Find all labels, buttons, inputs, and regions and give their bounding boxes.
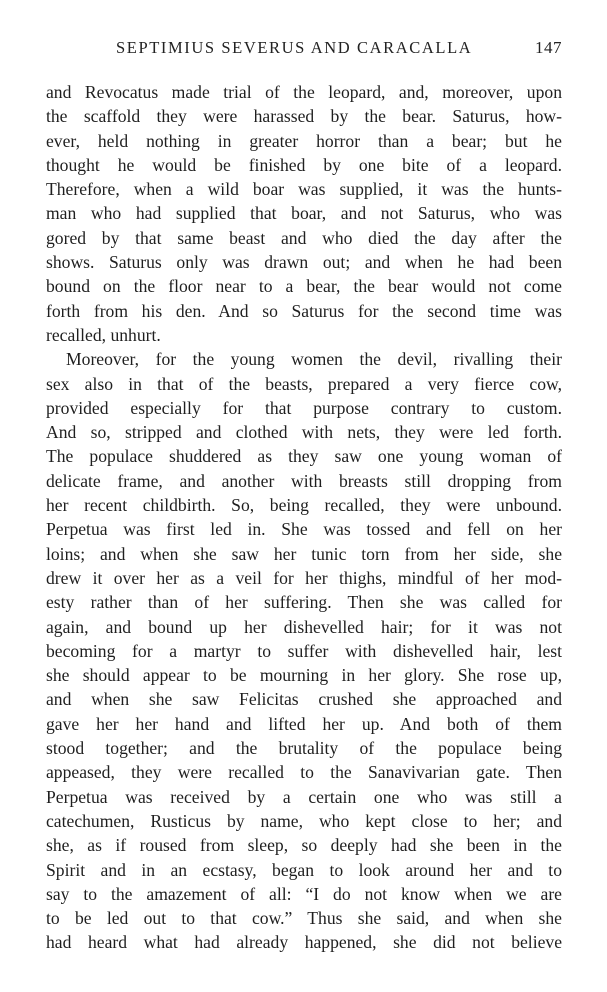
text-line: bound on the floor near to a bear, the bear would not come (46, 276, 562, 297)
text-line: Perpetua was first led in. She was tossed and fell on her (46, 519, 562, 540)
page-number: 147 (535, 38, 562, 57)
text-line: again, and bound up her dishevelled hair; for it was not (46, 616, 562, 637)
running-head (46, 38, 562, 62)
text-line: to be led out to that cow.” Thus she said, and when she (46, 908, 562, 929)
text-line: had heard what had already happened, she did not believe (46, 932, 562, 953)
text-line: Perpetua was received by a certain one who was still a (46, 786, 562, 807)
text-line: gored by that same beast and who died the day after the (46, 227, 562, 248)
text-line: loins; and when she saw her tunic torn from her side, she (46, 543, 562, 564)
text-line: she should appear to be mourning in her glory. She rose up, (46, 665, 562, 686)
text-line: shows. Saturus only was drawn out; and when he had been (46, 252, 562, 273)
text-line: stood together; and the brutality of the populace being (46, 738, 562, 759)
text-line: recalled, unhurt. (46, 324, 161, 345)
text-line: Therefore, when a wild boar was supplied, it was the hunts- (46, 179, 562, 200)
text-line: thought he would be finished by one bite of a leopard. (46, 154, 562, 175)
paragraph (46, 80, 562, 347)
text-line: and Revocatus made trial of the leopard, and, moreover, upon (46, 82, 562, 102)
text-line: she, as if roused from sleep, so deeply had she been in the (46, 835, 562, 856)
text-line: And so, stripped and clothed with nets, they were led forth. (46, 422, 562, 443)
text-line: appeased, they were recalled to the Sanavivarian gate. Then (46, 762, 562, 783)
text-line: gave her her hand and lifted her up. And both of them (46, 713, 562, 734)
text-line: provided especially for that purpose contrary to custom. (46, 397, 562, 418)
text-line: esty rather than of her suffering. Then she was called for (46, 592, 562, 613)
text-line: her recent childbirth. So, being recalled, they were unbound. (46, 495, 562, 516)
text-line: and when she saw Felicitas crushed she approached and (46, 689, 562, 710)
text-line: ever, held nothing in greater horror than a bear; but he (46, 130, 562, 151)
text-line: the scaffold they were harassed by the bear. Saturus, how- (46, 106, 562, 127)
paragraph (46, 347, 562, 954)
text-line: say to the amazement of all: “I do not know when we are (46, 883, 562, 904)
text-line: becoming for a martyr to suffer with dishevelled hair, lest (46, 640, 562, 661)
text-line: Spirit and in an ecstasy, began to look around her and to (46, 859, 562, 880)
text-line: delicate frame, and another with breasts still dropping from (46, 470, 562, 491)
text-line: drew it over her as a veil for her thighs, mindful of her mod- (46, 567, 562, 588)
text-line: catechumen, Rusticus by name, who kept close to her; and (46, 810, 562, 831)
text-line: man who had supplied that boar, and not Saturus, who was (46, 203, 562, 224)
text-line: sex also in that of the beasts, prepared a very fierce cow, (46, 373, 562, 394)
running-title: SEPTIMIUS SEVERUS AND CARACALLA (116, 38, 473, 57)
text-line: forth from his den. And so Saturus for the second time was (46, 300, 562, 321)
body-text (46, 80, 562, 955)
text-line: The populace shuddered as they saw one young woman of (46, 446, 562, 467)
text-line: Moreover, for the young women the devil, rivalling their (66, 349, 562, 370)
